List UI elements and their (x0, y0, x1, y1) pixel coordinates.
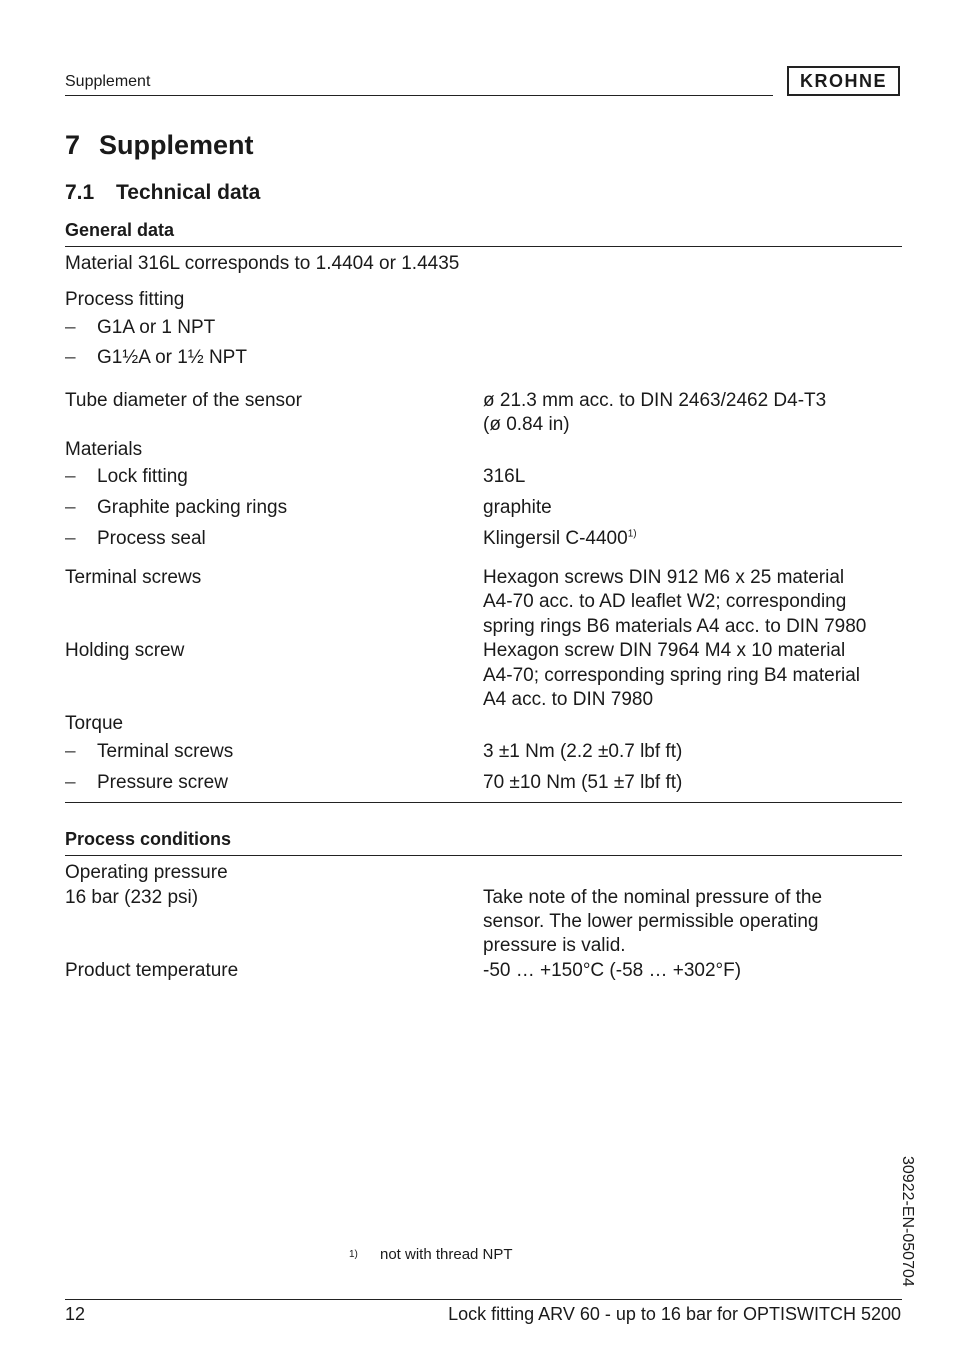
footnote-reference: 1) (627, 528, 637, 540)
lock-fitting-value: 316L (483, 466, 526, 487)
tube-diameter-label: Tube diameter of the sensor (65, 390, 302, 411)
process-fitting-item: G1A or 1 NPT (97, 317, 216, 338)
list-dash: – (65, 347, 76, 368)
torque-terminal-label: Terminal screws (97, 741, 234, 762)
torque-pressure-label: Pressure screw (97, 772, 228, 793)
process-seal-text: Klingersil C-4400 (483, 528, 628, 549)
torque-label: Torque (65, 713, 124, 734)
holding-screw-label: Holding screw (65, 640, 185, 661)
chapter-heading (65, 130, 254, 161)
terminal-screws-value-line: Hexagon screws DIN 912 M6 x 25 material (483, 567, 845, 588)
process-seal-label: Process seal (97, 528, 206, 549)
footer-rule (65, 1299, 902, 1300)
document-code: 30922-EN-050704 (899, 1156, 916, 1287)
header-rule (65, 95, 773, 96)
material-note: Material 316L corresponds to 1.4404 or 1.4435 (65, 253, 460, 274)
packing-rings-label: Graphite packing rings (97, 497, 288, 518)
holding-screw-value-line: A4-70; corresponding spring ring B4 material (483, 665, 861, 686)
list-dash: – (65, 317, 76, 338)
process-fitting-label: Process fitting (65, 289, 185, 310)
general-data-rule (65, 246, 902, 247)
list-dash: – (65, 772, 76, 793)
operating-pressure-label: Operating pressure (65, 862, 228, 883)
footer-title: Lock fitting ARV 60 - up to 16 bar for OPTISWITCH 5200 (448, 1304, 901, 1324)
operating-pressure-note-line: pressure is valid. (483, 935, 626, 956)
tube-diameter-value: ø 21.3 mm acc. to DIN 2463/2462 D4-T3 (483, 390, 827, 411)
page-number: 12 (65, 1304, 86, 1324)
operating-pressure-note-line: sensor. The lower permissible operating (483, 911, 819, 932)
materials-label: Materials (65, 439, 143, 460)
list-dash: – (65, 466, 76, 487)
list-dash: – (65, 528, 76, 549)
packing-rings-value: graphite (483, 497, 552, 518)
lock-fitting-label: Lock fitting (97, 466, 188, 487)
process-seal-value (483, 527, 637, 552)
footnote-text: not with thread NPT (380, 1246, 513, 1263)
product-temperature-value: -50 … +150°C (-58 … +302°F) (483, 960, 742, 981)
terminal-screws-value-line: spring rings B6 materials A4 acc. to DIN 7980 (483, 616, 867, 637)
operating-pressure-note-line: Take note of the nominal pressure of the (483, 887, 823, 908)
terminal-screws-value-line: A4-70 acc. to AD leaflet W2; corresponding (483, 591, 847, 612)
subsection-title: Technical data (116, 181, 261, 204)
subsection-heading (65, 181, 260, 205)
process-conditions-title: Process conditions (65, 829, 232, 849)
footnote-mark: 1) (349, 1249, 358, 1260)
general-data-title: General data (65, 220, 175, 240)
process-fitting-item: G1½A or 1½ NPT (97, 347, 247, 368)
terminal-screws-label: Terminal screws (65, 567, 202, 588)
krohne-logo: KROHNE (787, 66, 900, 96)
list-dash: – (65, 497, 76, 518)
chapter-number: 7 (65, 130, 81, 160)
subsection-number: 7.1 (65, 181, 95, 204)
torque-terminal-value: 3 ±1 Nm (2.2 ±0.7 lbf ft) (483, 741, 683, 762)
running-header: Supplement (65, 73, 151, 90)
product-temperature-label: Product temperature (65, 960, 239, 981)
process-conditions-rule (65, 855, 902, 856)
holding-screw-value-line: Hexagon screw DIN 7964 M4 x 10 material (483, 640, 846, 661)
torque-pressure-value: 70 ±10 Nm (51 ±7 lbf ft) (483, 772, 683, 793)
chapter-title: Supplement (99, 130, 254, 160)
tube-diameter-value-imperial: (ø 0.84 in) (483, 414, 570, 435)
operating-pressure-value: 16 bar (232 psi) (65, 887, 199, 908)
holding-screw-value-line: A4 acc. to DIN 7980 (483, 689, 654, 710)
list-dash: – (65, 741, 76, 762)
general-data-end-rule (65, 802, 902, 803)
